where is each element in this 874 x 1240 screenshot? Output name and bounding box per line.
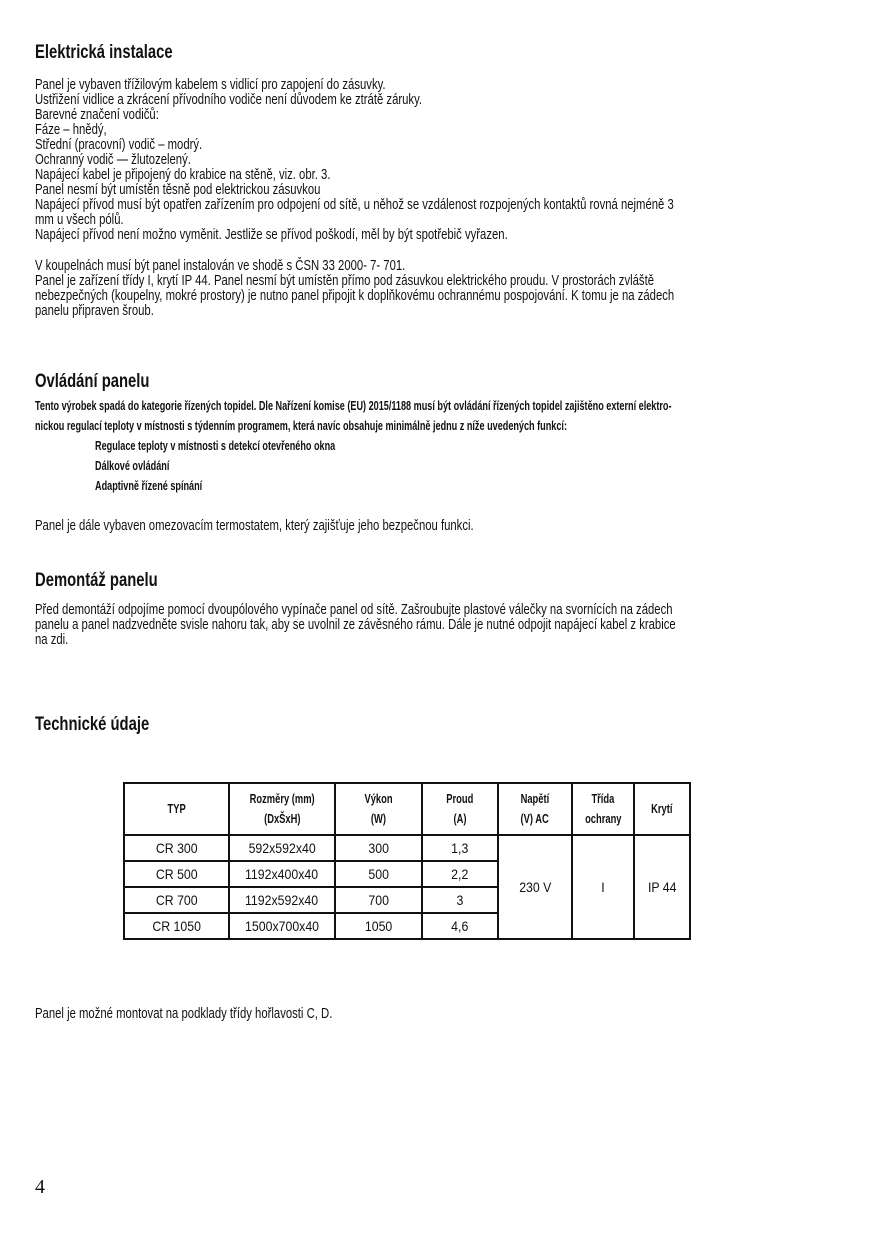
header-protection-class: Třída ochrany xyxy=(572,783,634,835)
text-line: Ochranný vodič — žlutozelený. xyxy=(35,152,191,168)
cell-voltage: 230 V xyxy=(498,835,572,939)
control-functions-list xyxy=(95,436,335,496)
cell-type: CR 700 xyxy=(124,887,229,913)
text-line: Panel je zařízení třídy I, krytí IP 44. Panel nesmí být umístěn přímo pod zásuvkou elektrického proudu. V prostorách zvláště xyxy=(35,273,655,289)
list-item: Regulace teploty v místnosti s detekcí otevřeného okna xyxy=(95,438,336,453)
cell-power: 1050 xyxy=(335,913,422,939)
text-line: Napájecí kabel je připojený do krabice na stěně, viz. obr. 3. xyxy=(35,167,331,183)
thermostat-note xyxy=(35,519,838,534)
cell-ip-rating: IP 44 xyxy=(634,835,690,939)
cell-type: CR 300 xyxy=(124,835,229,861)
text-line: nickou regulací teploty v místnosti s týdenním programem, která navíc obsahuje minimálně jednu z níže uvedených funkcí: xyxy=(35,418,567,433)
list-item: Adaptivně řízené spínání xyxy=(95,478,203,493)
header-current: Proud (A) xyxy=(422,783,498,835)
text-line: Fáze – hnědý, xyxy=(35,122,107,138)
removal-paragraph xyxy=(35,603,838,648)
text-line: Panel nesmí být umístěn těsně pod elektrickou zásuvkou xyxy=(35,182,321,198)
cell-current: 3 xyxy=(422,887,498,913)
text-line: Tento výrobek spadá do kategorie řízených topidel. Dle Nařízení komise (EU) 2015/1188 musí být ovládání řízených topidel zajištěno externí elektro- xyxy=(35,398,672,413)
header-type: TYP xyxy=(124,783,229,835)
cell-dimensions: 1192x400x40 xyxy=(229,861,335,887)
technical-data-table xyxy=(123,782,691,940)
heading-panel-control: Ovládání panelu xyxy=(35,371,150,392)
text-line: Ustřižení vidlice a zkrácení přívodního vodiče není důvodem ke ztrátě záruky. xyxy=(35,92,423,108)
page-number: 4 xyxy=(35,1176,45,1198)
cell-current: 4,6 xyxy=(422,913,498,939)
text-line: panelu připraven šroub. xyxy=(35,303,154,319)
cell-power: 300 xyxy=(335,835,422,861)
cell-current: 1,3 xyxy=(422,835,498,861)
header-ip-rating: Krytí xyxy=(634,783,690,835)
control-regulation-paragraph xyxy=(35,396,756,436)
text-line: Panel je dále vybaven omezovacím termostatem, který zajišťuje jeho bezpečnou funkci. xyxy=(35,518,474,534)
bathroom-paragraph xyxy=(35,259,838,319)
text-line: Napájecí přívod není možno vyměnit. Jestliže se přívod poškodí, měl by být spotřebič vyřazen. xyxy=(35,227,508,243)
mounting-note xyxy=(35,1007,838,1022)
cell-power: 500 xyxy=(335,861,422,887)
cell-current: 2,2 xyxy=(422,861,498,887)
table-row xyxy=(124,835,690,861)
header-power: Výkon (W) xyxy=(335,783,422,835)
header-dimensions: Rozměry (mm) (DxŠxH) xyxy=(229,783,335,835)
text-line: Střední (pracovní) vodič – modrý. xyxy=(35,137,203,153)
text-line: V koupelnách musí být panel instalován ve shodě s ČSN 33 2000- 7- 701. xyxy=(35,258,406,274)
list-item: Dálkové ovládání xyxy=(95,458,170,473)
heading-panel-removal: Demontáž panelu xyxy=(35,570,158,591)
text-line: Před demontáží odpojíme pomocí dvoupólového vypínače panel od sítě. Zašroubujte plastové válečky na svornících na zádech xyxy=(35,602,673,618)
text-line: Panel je vybaven třížilovým kabelem s vidlicí pro zapojení do zásuvky. xyxy=(35,77,386,93)
text-line: Barevné značení vodičů: xyxy=(35,107,159,123)
text-line: Napájecí přívod musí být opatřen zařízením pro odpojení od sítě, u něhož se vzdálenost rozpojených kontaktů rovná nejméně 3 xyxy=(35,197,674,213)
cell-dimensions: 1500x700x40 xyxy=(229,913,335,939)
heading-electrical-installation: Elektrická instalace xyxy=(35,42,173,63)
text-line: panelu a panel nadzvedněte svisle nahoru tak, aby se uvolnil ze závěsného rámu. Dále je nutné odpojit napájecí kabel z krabice xyxy=(35,617,676,633)
table-header-row xyxy=(124,783,690,835)
cell-power: 700 xyxy=(335,887,422,913)
text-line: nebezpečných (koupelny, mokré prostory) je nutno panel připojit k doplňkovému ochrannému pospojování. K tomu je na zádech xyxy=(35,288,675,304)
cell-type: CR 500 xyxy=(124,861,229,887)
text-line: mm u všech pólů. xyxy=(35,212,124,228)
cell-dimensions: 592x592x40 xyxy=(229,835,335,861)
heading-technical-data: Technické údaje xyxy=(35,714,150,735)
cell-type: CR 1050 xyxy=(124,913,229,939)
text-line: Panel je možné montovat na podklady třídy hořlavosti C, D. xyxy=(35,1006,333,1022)
header-voltage: Napětí (V) AC xyxy=(498,783,572,835)
electrical-paragraph xyxy=(35,78,838,243)
cell-protection-class: I xyxy=(572,835,634,939)
text-line: na zdi. xyxy=(35,632,69,648)
cell-dimensions: 1192x592x40 xyxy=(229,887,335,913)
